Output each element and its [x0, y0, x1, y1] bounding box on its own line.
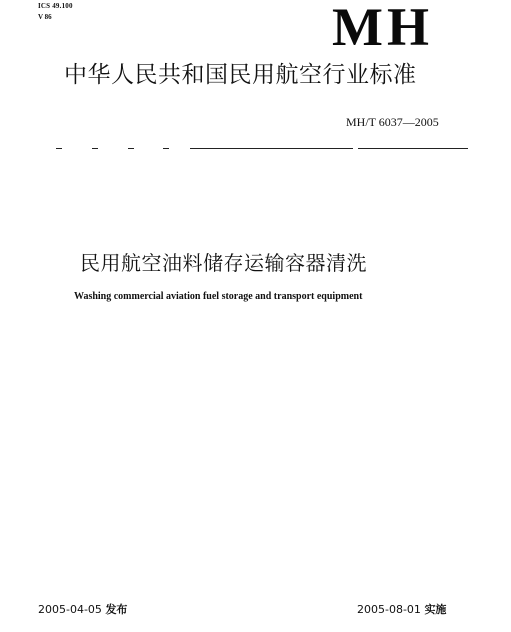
- issue-label: 发布: [105, 603, 128, 616]
- implementation-label: 实施: [424, 603, 447, 616]
- standard-organization: 中华人民共和国民用航空行业标准: [64, 62, 417, 88]
- ics-code: ICS 49.100: [38, 2, 73, 10]
- mh-logo: MH: [332, 0, 433, 57]
- header-rule-dash: [128, 148, 134, 149]
- implementation-date-value: 2005-08-01: [357, 603, 421, 616]
- category-code: V 86: [38, 13, 52, 21]
- issue-date: [38, 603, 127, 617]
- standard-number: MH/T 6037—2005: [346, 115, 439, 129]
- header-rule: [190, 148, 353, 149]
- header-rule-dash: [163, 148, 169, 149]
- implementation-date: [357, 603, 446, 617]
- header-rule-dash: [92, 148, 98, 149]
- document-title-english: Washing commercial aviation fuel storage and transport equipment: [74, 291, 363, 302]
- header-rule: [358, 148, 468, 149]
- issue-date-value: 2005-04-05: [38, 603, 102, 616]
- document-title-chinese: 民用航空油料储存运输容器清洗: [80, 251, 367, 275]
- header-rule-dash: [56, 148, 62, 149]
